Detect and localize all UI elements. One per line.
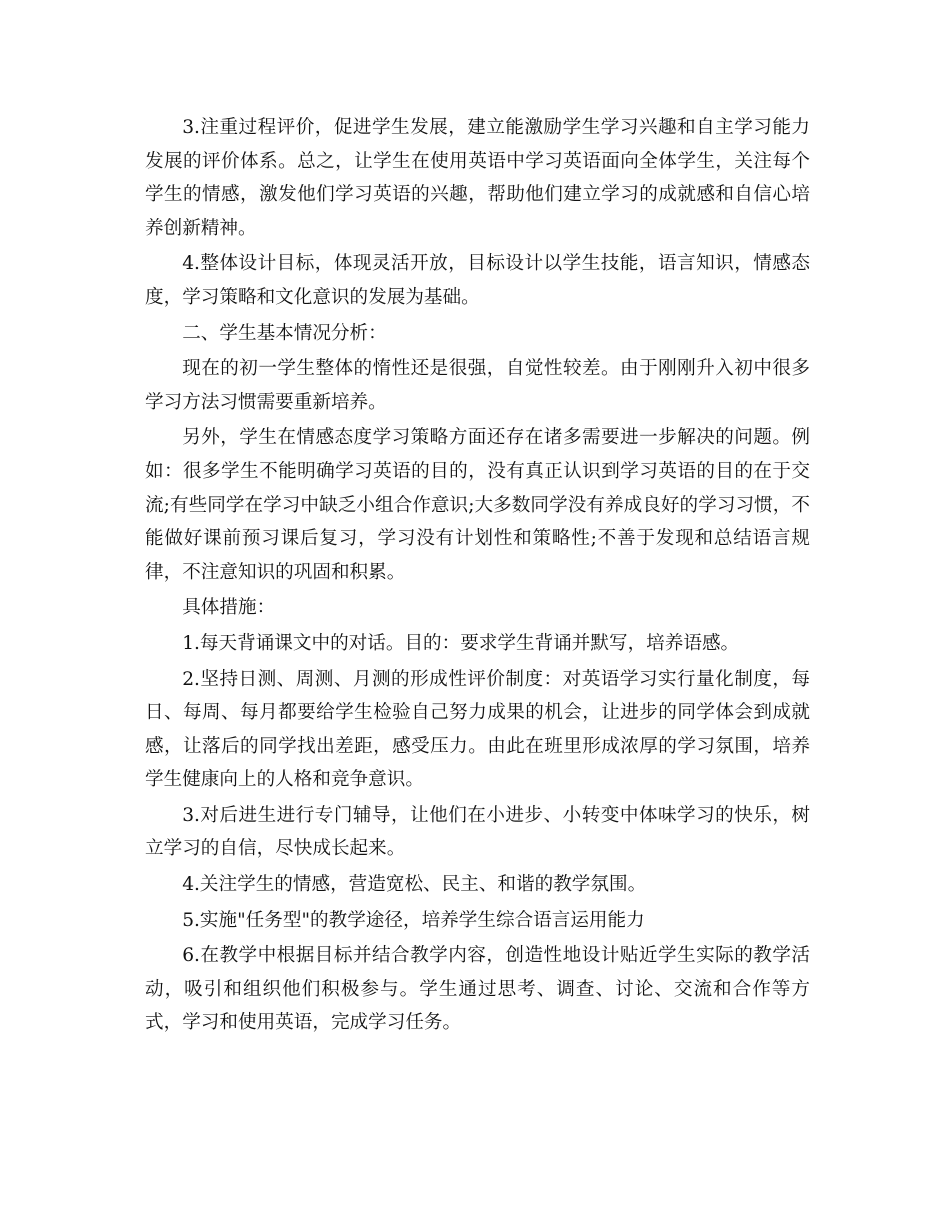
measure-item-5: 5.实施"任务型"的教学途径，培养学生综合语言运用能力	[182, 909, 645, 931]
paragraph-process-evaluation: 3.注重过程评价，促进学生发展，建立能激励学生学习兴趣和自主学习能力发展的评价体系。总之，让学生在使用英语中学习英语面向全体学生，关注每个学生的情感，激发他们学习英语的兴趣，帮助他们建立学习的成就感和自信心培养创新精神。	[145, 117, 810, 239]
measure-item-1: 1.每天背诵课文中的对话。目的：要求学生背诵并默写，培养语感。	[182, 632, 740, 654]
measure-item-6: 6.在教学中根据目标并结合教学内容，创造性地设计贴近学生实际的教学活动，吸引和组织他们积极参与。学生通过思考、调查、讨论、交流和合作等方式，学习和使用英语，完成学习任务。	[145, 945, 810, 1034]
document-body	[145, 111, 810, 1042]
measure-item-2: 2.坚持日测、周测、月测的形成性评价制度：对英语学习实行量化制度，每日、每周、每月都要给学生检验自己努力成果的机会，让进步的同学体会到成就感，让落后的同学找出差距，感受压力。由此在班里形成浓厚的学习氛围，培养学生健康向上的人格和竞争意识。	[145, 668, 810, 791]
measure-item-3: 3.对后进生进行专门辅导，让他们在小进步、小转变中体味学习的快乐，树立学习的自信，尽快成长起来。	[145, 804, 810, 860]
paragraph-overall-design-goal: 4.整体设计目标，体现灵活开放，目标设计以学生技能，语言知识，情感态度，学习策略和文化意识的发展为基础。	[145, 253, 810, 308]
section-heading-measures: 具体措施：	[182, 597, 276, 619]
section-heading-student-analysis: 二、学生基本情况分析：	[182, 322, 387, 344]
measure-item-4: 4.关注学生的情感，营造宽松、民主、和谐的教学氛围。	[182, 874, 647, 896]
paragraph-current-students: 现在的初一学生整体的惰性还是很强，自觉性较差。由于刚刚升入初中很多学习方法习惯需要重新培养。	[145, 358, 810, 413]
paragraph-problems: 另外，学生在情感态度学习策略方面还存在诸多需要进一步解决的问题。例如：很多学生不能明确学习英语的目的，没有真正认识到学习英语的目的在于交流;有些同学在学习中缺乏小组合作意识;大多数同学没有养成良好的学习习惯，不能做好课前预习课后复习，学习没有计划性和策略性;不善于发现和总结语言规律，不注意知识的巩固和积累。	[145, 427, 810, 583]
